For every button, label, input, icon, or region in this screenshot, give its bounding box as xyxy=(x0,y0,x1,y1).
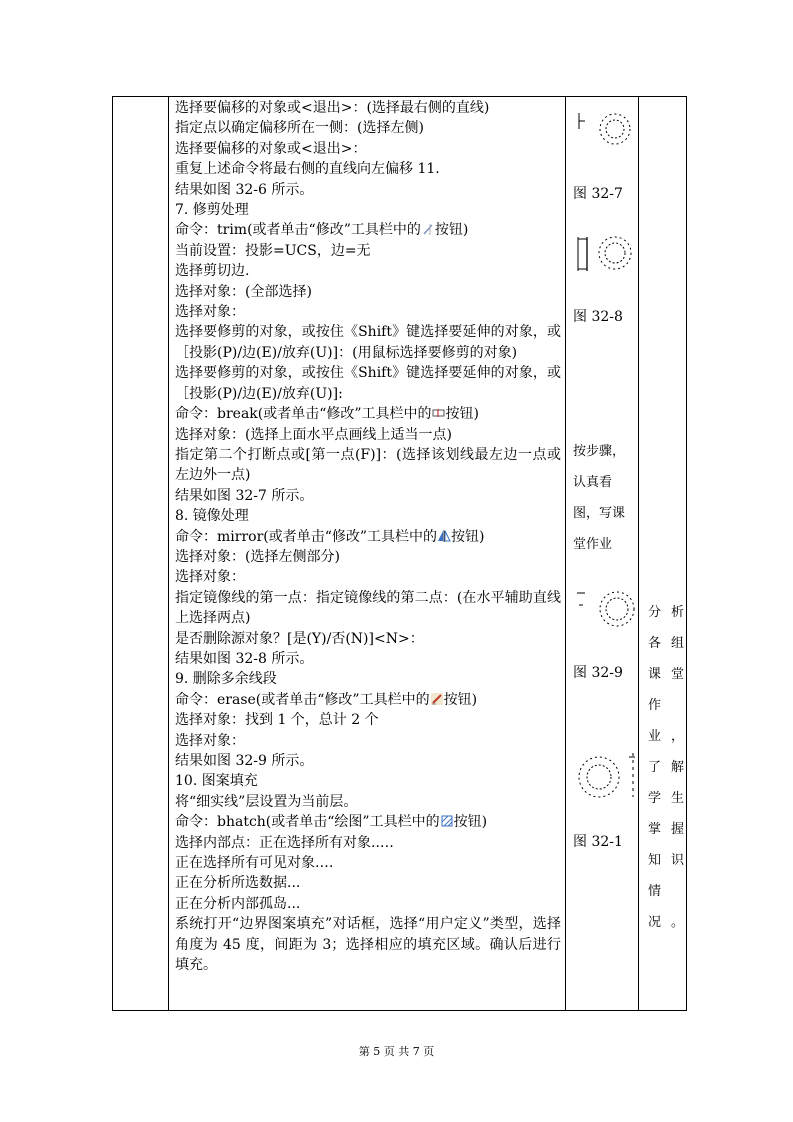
text-line: 选择内部点：正在选择所有对象..… xyxy=(175,834,394,851)
text-line xyxy=(175,812,565,832)
figure-32-8-drawing xyxy=(575,231,639,277)
figure-caption: 图 32-9 xyxy=(573,665,623,681)
command-text: 命令：mirror(或者单击“修改”工具栏中的 xyxy=(175,528,438,545)
text-line: 指定点以确定偏移所在一侧：(选择左侧) xyxy=(175,120,424,137)
text-line: 正在分析所选数据... xyxy=(175,875,301,892)
section-heading: 9. 删除多余线段 xyxy=(175,671,277,688)
text-line: 结果如图 32-9 所示。 xyxy=(175,753,314,769)
text-line: 指定镜像线的第一点：指定镜像线的第二点：(在水平辅助直线上选择两点) xyxy=(175,589,561,627)
lesson-table xyxy=(112,96,687,1011)
text-line: 指定第二个打断点或[第一点(F)]：(选择该划线最左边一点或左边外一点) xyxy=(175,446,561,484)
text-line: 当前设置：投影=UCS，边=无 xyxy=(175,242,371,259)
break-tool-icon xyxy=(432,406,446,420)
page-footer: 第 5 页 共 7 页 xyxy=(358,1045,435,1058)
text-line: 选择对象： xyxy=(175,569,245,586)
button-suffix: 按钮) xyxy=(445,406,480,423)
column-divider-1 xyxy=(168,97,169,1010)
text-line: 系统打开“边界图案填充”对话框，选择“用户定义”类型，选择角度为 45 度，间距为 3；选择相应的填充区域。确认后进行填充。 xyxy=(175,916,561,974)
text-line: 结果如图 32-7 所示。 xyxy=(175,487,314,504)
column-divider-2 xyxy=(565,97,566,1010)
text-line: 是否删除源对象？[是(Y)/否(N)]<N>： xyxy=(175,630,424,647)
figure-caption: 图 32-1 xyxy=(573,834,623,850)
text-line: 将“细实线”层设置为当前层。 xyxy=(175,793,358,810)
text-line: 选择对象：(全部选择) xyxy=(175,283,312,300)
text-line: 正在分析内部孤岛... xyxy=(175,895,301,912)
command-text: 命令：trim(或者单击“修改”工具栏中的 xyxy=(175,222,421,239)
instruction-column xyxy=(175,97,565,975)
text-line: 选择对象：(选择左侧部分) xyxy=(175,548,340,565)
figure-32-9-drawing xyxy=(575,585,639,633)
text-line xyxy=(175,527,565,547)
button-suffix: 按钮) xyxy=(451,528,485,545)
text-line: 选择要修剪的对象，或按住《Shift》键选择要延伸的对象，或［投影(P)/边(E)/放弃(U)]：(用鼠标选择要修剪的对象) xyxy=(175,324,561,361)
text-line: 选择要偏移的对象或<退出>： xyxy=(175,140,367,157)
assessment-note: 分析各组课堂作业，了解学生掌握知识情况。 xyxy=(648,605,684,930)
command-text: 命令：break(或者单击“修改”工具栏中的 xyxy=(175,406,432,423)
text-line xyxy=(175,220,565,240)
text-line: 选择对象： xyxy=(175,732,245,749)
text-line: 选择对象： xyxy=(175,304,245,321)
section-heading: 7. 修剪处理 xyxy=(175,202,249,219)
erase-tool-icon xyxy=(430,692,444,706)
text-line: 重复上述命令将最右侧的直线向左偏移 11. xyxy=(175,161,440,178)
section-heading: 10. 图案填充 xyxy=(175,773,258,790)
text-line: 选择对象：找到 1 个，总计 2 个 xyxy=(175,712,379,729)
bhatch-tool-icon xyxy=(440,814,454,828)
text-line: 选择要偏移的对象或<退出>：(选择最右侧的直线) xyxy=(175,100,490,116)
text-line xyxy=(175,690,565,710)
button-suffix: 按钮) xyxy=(434,222,469,239)
figure-caption: 图 32-8 xyxy=(573,309,623,325)
text-line: 结果如图 32-8 所示。 xyxy=(175,650,314,667)
text-line: 正在选择所有可见对象.… xyxy=(175,855,334,872)
text-line: 选择剪切边. xyxy=(175,263,250,280)
text-line: 选择对象：(选择上面水平点画线上适当一点) xyxy=(175,426,452,443)
section-heading: 8. 镜像处理 xyxy=(175,508,249,525)
button-suffix: 按钮) xyxy=(443,691,478,708)
figure-caption: 图 32-7 xyxy=(573,186,623,202)
text-line: 选择要修剪的对象，或按住《Shift》键选择要延伸的对象，或［投影(P)/边(E)/放弃(U)]: xyxy=(175,365,561,402)
figure-32-1-drawing xyxy=(575,747,641,807)
command-text: 命令：erase(或者单击“修改”工具栏中的 xyxy=(175,691,430,708)
button-suffix: 按钮) xyxy=(453,814,488,831)
mirror-tool-icon xyxy=(437,529,451,543)
command-text: 命令：bhatch(或者单击“绘图”工具栏中的 xyxy=(175,814,440,831)
trim-tool-icon xyxy=(421,222,435,236)
figure-column-note: 按步骤，认真看图，写课堂作业 xyxy=(573,444,626,552)
text-line: 结果如图 32-6 所示。 xyxy=(175,181,314,198)
figure-32-7-drawing xyxy=(577,109,639,149)
text-line xyxy=(175,404,565,424)
